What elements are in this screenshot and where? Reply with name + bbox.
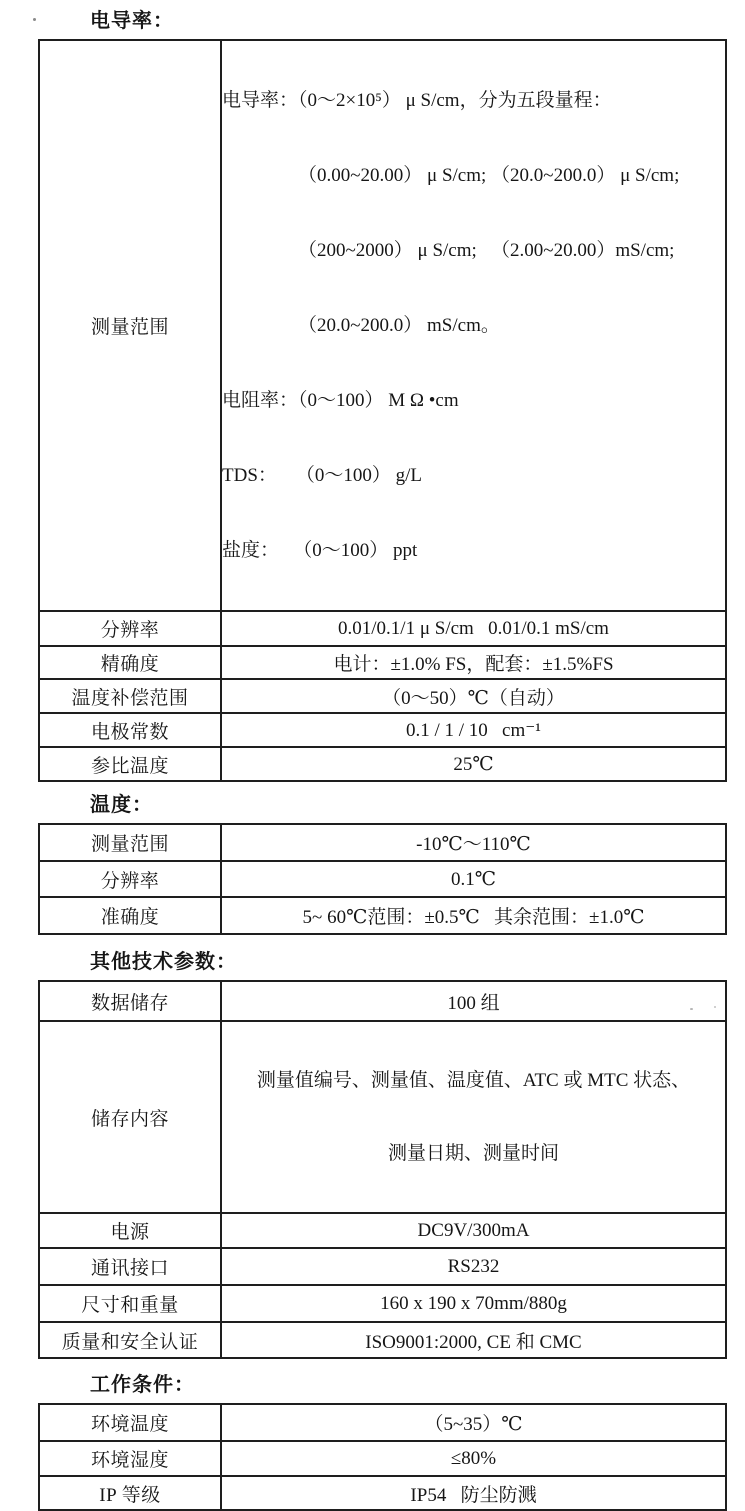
row-label: 电极常数 (39, 713, 221, 747)
row-value: ISO9001:2000, CE 和 CMC (221, 1322, 726, 1358)
row-value: 0.1 / 1 / 10 cm⁻¹ (221, 713, 726, 747)
table-row (39, 679, 726, 713)
row-value (221, 1021, 726, 1213)
table-row (39, 1285, 726, 1322)
section-title-working-conditions: 工作条件： (90, 1374, 195, 1396)
value-line: 测量值编号、测量值、温度值、ATC 或 MTC 状态、 (256, 1070, 691, 1091)
value-line: 测量日期、测量时间 (387, 1143, 559, 1164)
value-line: 电阻率：（0～100） M Ω •cm (222, 390, 459, 411)
section-title-other-parameters: 其他技术参数： (90, 951, 237, 973)
row-value: IP54 防尘防溅 (221, 1476, 726, 1510)
table-row (39, 646, 726, 679)
scan-artifact-dot (690, 1008, 693, 1010)
row-value: ≤80% (221, 1441, 726, 1476)
scan-artifact-dot (33, 18, 36, 21)
value-line: 盐度： （0～100） ppt (222, 540, 418, 561)
table-row (39, 1404, 726, 1441)
row-label: 测量范围 (39, 824, 221, 861)
table-row (39, 713, 726, 747)
row-value: （5~35）℃ (221, 1404, 726, 1441)
row-label: 分辨率 (39, 611, 221, 646)
table-row (39, 1441, 726, 1476)
table-row (39, 824, 726, 861)
table-row (39, 1021, 726, 1213)
value-line: （0.00~20.00） μ S/cm; （20.0~200.0） μ S/cm; (298, 165, 680, 186)
row-label: 储存内容 (39, 1021, 221, 1213)
table-row (39, 611, 726, 646)
other-parameters-table (38, 980, 727, 1359)
value-line: TDS： （0～100） g/L (222, 465, 423, 486)
table-row (39, 861, 726, 897)
table-row (39, 1322, 726, 1358)
table-row (39, 40, 726, 611)
row-label: 质量和安全认证 (39, 1322, 221, 1358)
row-label: 数据储存 (39, 981, 221, 1021)
section-title-temperature: 温度： (90, 794, 153, 816)
row-value: 160 x 190 x 70mm/880g (221, 1285, 726, 1322)
temperature-spec-table (38, 823, 727, 935)
row-label: 尺寸和重量 (39, 1285, 221, 1322)
table-row (39, 897, 726, 934)
row-label: 环境湿度 (39, 1441, 221, 1476)
section-title-conductivity: 电导率： (90, 10, 174, 32)
row-value: RS232 (221, 1248, 726, 1285)
row-label: 环境温度 (39, 1404, 221, 1441)
row-value (221, 40, 726, 611)
row-value: 0.1℃ (221, 861, 726, 897)
row-label: 参比温度 (39, 747, 221, 781)
table-row (39, 981, 726, 1021)
row-label: 分辨率 (39, 861, 221, 897)
table-row (39, 1248, 726, 1285)
row-value: -10℃～110℃ (221, 824, 726, 861)
table-row (39, 1213, 726, 1248)
row-label: 测量范围 (39, 40, 221, 611)
value-line: （20.0~200.0） mS/cm。 (298, 315, 500, 336)
working-conditions-table (38, 1403, 727, 1511)
row-label: 准确度 (39, 897, 221, 934)
conductivity-spec-table (38, 39, 727, 782)
row-label: 电源 (39, 1213, 221, 1248)
scan-artifact-dot (714, 1006, 716, 1008)
table-row (39, 747, 726, 781)
row-value: （0～50）℃（自动） (221, 679, 726, 713)
row-value: 电计：±1.0% FS，配套：±1.5%FS (221, 646, 726, 679)
value-line: 电导率：（0～2×10⁵） μ S/cm，分为五段量程： (222, 90, 612, 111)
row-label: 温度补偿范围 (39, 679, 221, 713)
row-value: 5~ 60℃范围：±0.5℃ 其余范围：±1.0℃ (221, 897, 726, 934)
row-value: 25℃ (221, 747, 726, 781)
row-label: 精确度 (39, 646, 221, 679)
value-line: （200~2000） μ S/cm; （2.00~20.00）mS/cm; (298, 240, 675, 261)
row-label: IP 等级 (39, 1476, 221, 1510)
row-value: DC9V/300mA (221, 1213, 726, 1248)
row-label: 通讯接口 (39, 1248, 221, 1285)
table-row (39, 1476, 726, 1510)
row-value: 100 组 (221, 981, 726, 1021)
row-value: 0.01/0.1/1 μ S/cm 0.01/0.1 mS/cm (221, 611, 726, 646)
